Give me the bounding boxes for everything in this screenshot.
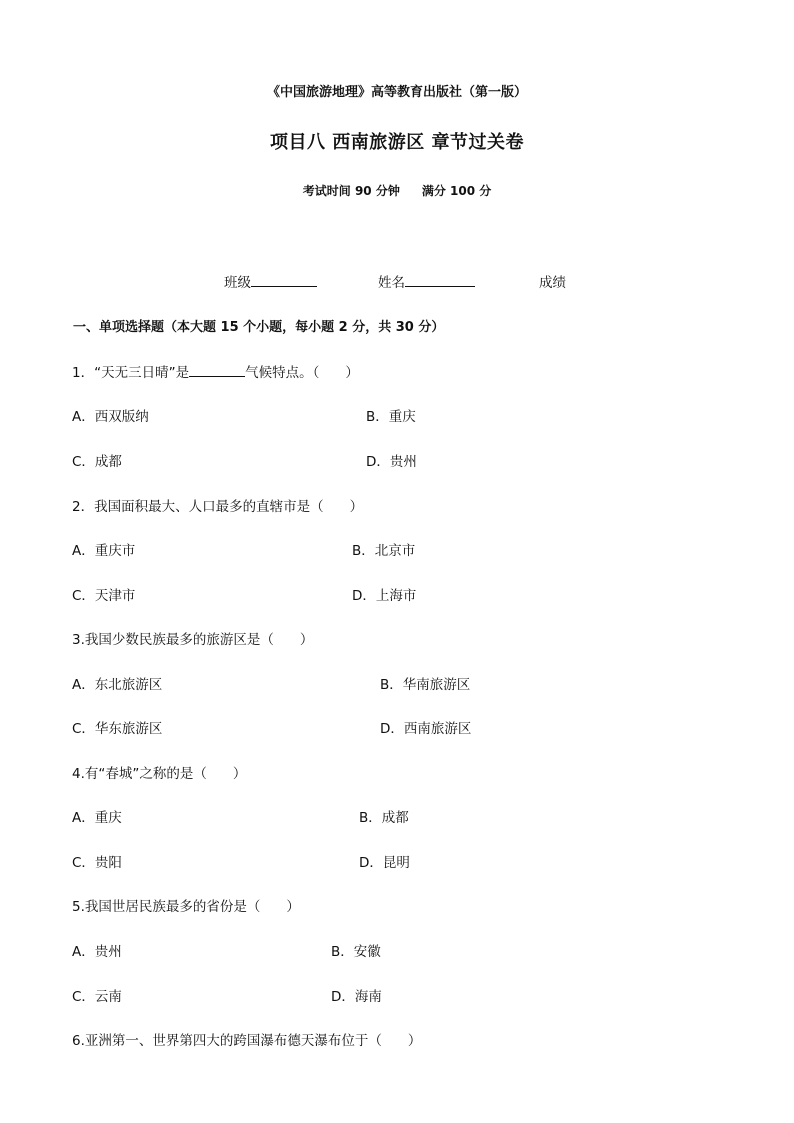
option-5a[interactable]: A．贵州	[72, 944, 122, 960]
question-1: 1．“天无三日晴”是 气候特点。（ ）	[72, 365, 359, 381]
option-2d[interactable]: D．上海市	[352, 588, 417, 604]
section-title: 一、单项选择题（本大题 15 个小题，每小题 2 分，共 30 分）	[73, 320, 445, 335]
class-blank[interactable]	[251, 274, 317, 287]
publisher-line: 《中国旅游地理》高等教育出版社（第一版）	[266, 85, 527, 100]
exam-info	[0, 182, 794, 199]
option-4b[interactable]: B．成都	[359, 810, 409, 826]
exam-time: 考试时间 90 分钟	[302, 184, 400, 198]
option-3a[interactable]: A．东北旅游区	[72, 677, 163, 693]
score-label: 成绩	[539, 275, 566, 291]
name-field[interactable]	[378, 271, 475, 291]
option-5b[interactable]: B．安徽	[331, 944, 381, 960]
option-4d[interactable]: D．昆明	[359, 855, 410, 871]
question-4: 4.有“春城”之称的是（ ）	[72, 766, 247, 782]
option-3d[interactable]: D．西南旅游区	[380, 721, 472, 737]
option-1c[interactable]: C．成都	[72, 454, 122, 470]
class-field[interactable]	[224, 271, 317, 291]
page-title: 项目八 西南旅游区 章节过关卷	[269, 132, 525, 153]
option-4c[interactable]: C．贵阳	[72, 855, 122, 871]
full-score: 满分 100 分	[421, 184, 492, 198]
name-blank[interactable]	[405, 274, 475, 287]
option-2b[interactable]: B．北京市	[352, 543, 416, 559]
option-3b[interactable]: B．华南旅游区	[380, 677, 471, 693]
question-2: 2．我国面积最大、人口最多的直辖市是（ ）	[72, 499, 364, 515]
fill-blank[interactable]	[189, 364, 245, 377]
question-6: 6.亚洲第一、世界第四大的跨国瀑布德天瀑布位于（ ）	[72, 1033, 422, 1049]
option-1a[interactable]: A．西双版纳	[72, 409, 149, 425]
option-2a[interactable]: A．重庆市	[72, 543, 136, 559]
option-4a[interactable]: A．重庆	[72, 810, 122, 826]
option-5c[interactable]: C．云南	[72, 989, 122, 1005]
class-label: 班级	[224, 275, 251, 291]
score-field	[539, 271, 566, 291]
option-3c[interactable]: C．华东旅游区	[72, 721, 163, 737]
name-label: 姓名	[378, 275, 405, 291]
option-2c[interactable]: C．天津市	[72, 588, 136, 604]
option-1b[interactable]: B．重庆	[366, 409, 416, 425]
question-5: 5.我国世居民族最多的省份是（ ）	[72, 899, 300, 915]
option-1d[interactable]: D．贵州	[366, 454, 417, 470]
question-3: 3.我国少数民族最多的旅游区是（ ）	[72, 632, 314, 648]
option-5d[interactable]: D．海南	[331, 989, 382, 1005]
